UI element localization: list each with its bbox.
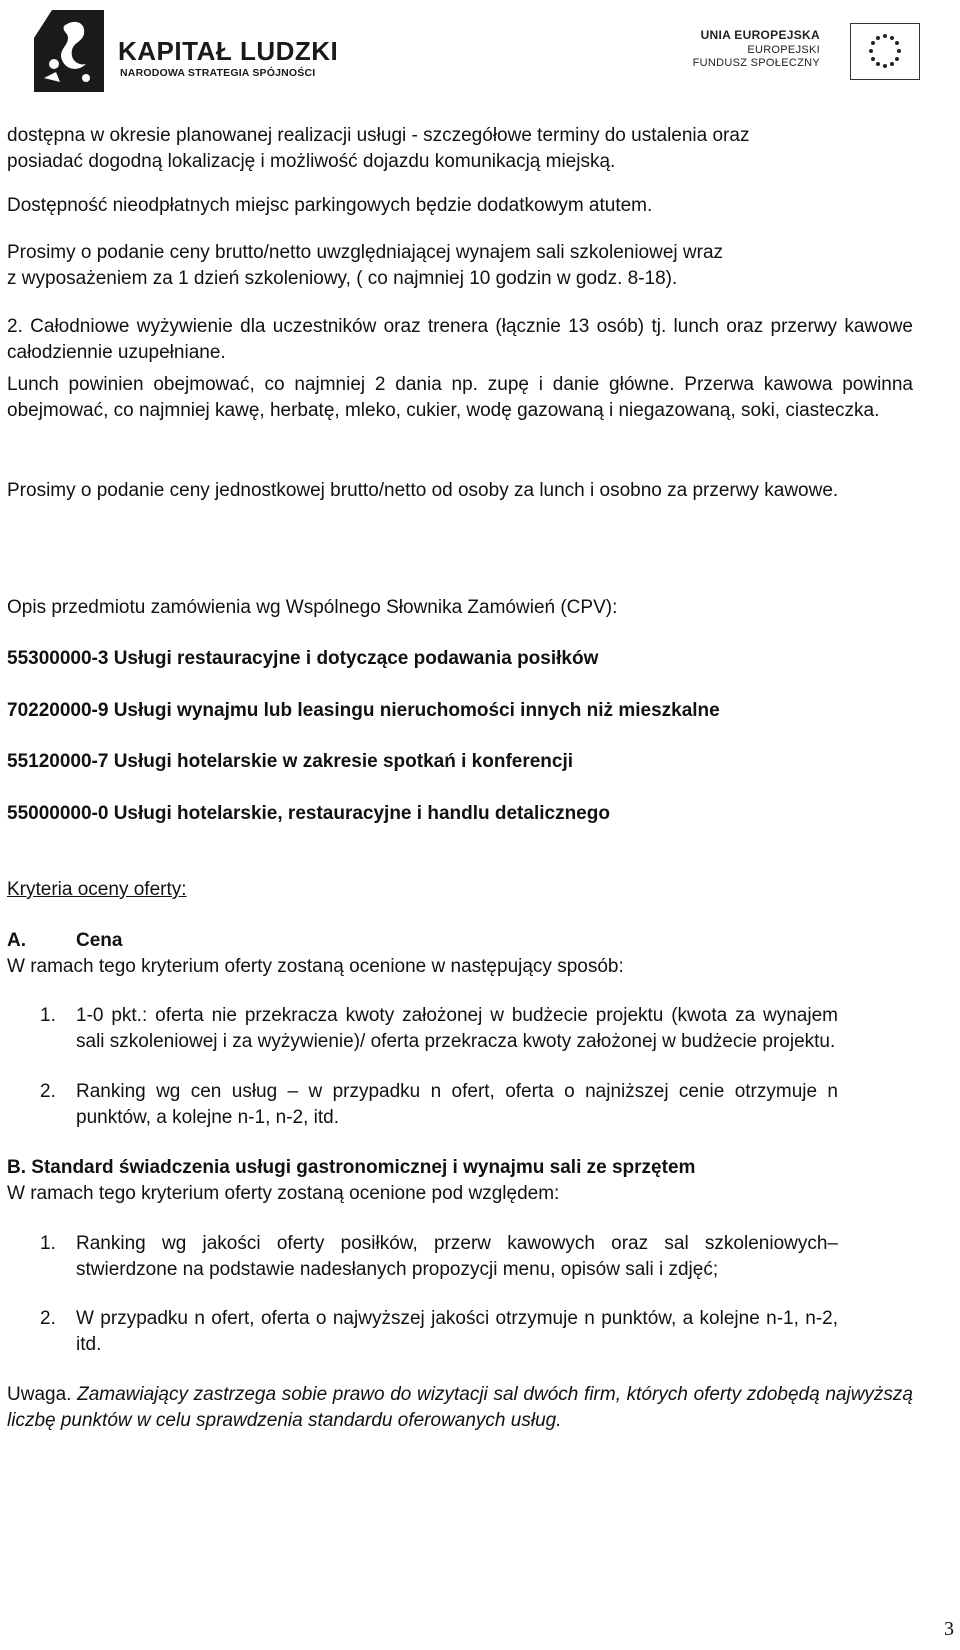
note-text: Zamawiający zastrzega sobie prawo do wizytacji sal dwóch firm, których oferty zdobędą najwyższą liczbę punktów w celu sprawdzenia standardu oferowanych usług.: [7, 1384, 913, 1431]
criterion-b-item-1-text: Ranking wg jakości oferty posiłków, przerw kawowych oraz sal szkoleniowych– stwierdzone na podstawie nadesłanych propozycji menu, opisów sali i zdjęć;: [76, 1233, 838, 1280]
criterion-b-item-1-number: 1.: [40, 1233, 56, 1254]
criterion-a-letter: A.: [7, 930, 26, 951]
kapital-ludzki-logo: [34, 4, 339, 94]
eu-logo-line2: EUROPEJSKI: [747, 44, 820, 56]
paragraph-parking: Dostępność nieodpłatnych miejsc parkingowych będzie dodatkowym atutem.: [7, 195, 653, 216]
kapital-ludzki-subtitle: NARODOWA STRATEGIA SPÓJNOŚCI: [120, 67, 316, 79]
criterion-b-item-2-text: W przypadku n ofert, oferta o najwyższej jakości otrzymuje n punktów, a kolejne n-1, n-2, itd.: [76, 1308, 838, 1355]
eu-logo-line1: UNIA EUROPEJSKA: [700, 28, 820, 42]
note-paragraph: [7, 1382, 913, 1434]
criterion-a-item-1-number: 1.: [40, 1005, 56, 1026]
eu-logo-text: [693, 28, 820, 69]
note-label: Uwaga.: [7, 1384, 72, 1405]
cpv-code-1: 55300000-3 Usługi restauracyjne i dotyczące podawania posiłków: [7, 648, 599, 669]
criterion-b-intro: W ramach tego kryterium oferty zostaną ocenione pod względem:: [7, 1183, 560, 1204]
eu-flag-icon: [850, 23, 920, 80]
paragraph-catering-price: Prosimy o podanie ceny jednostkowej brutto/netto od osoby za lunch i osobno za przerwy kawowe.: [7, 480, 839, 501]
eu-logo-line3: FUNDUSZ SPOŁECZNY: [692, 57, 820, 69]
cpv-code-3: 55120000-7 Usługi hotelarskie w zakresie spotkań i konferencji: [7, 751, 574, 772]
criterion-a-item-2-text: Ranking wg cen usług – w przypadku n ofert, oferta o najniższej cenie otrzymuje n punktów, a kolejne n-1, n-2, itd.: [76, 1081, 838, 1128]
kapital-ludzki-title: KAPITAŁ LUDZKI: [118, 36, 339, 66]
criterion-b-item-2-number: 2.: [40, 1308, 56, 1329]
criterion-b-title: B. Standard świadczenia usługi gastronomicznej i wynajmu sali ze sprzętem: [7, 1157, 696, 1178]
paragraph-lunch-block: [7, 372, 913, 424]
paragraph-room-price-line1: Prosimy o podanie ceny brutto/netto uwzględniającej wynajem sali szkoleniowej wraz: [7, 242, 724, 263]
cpv-code-2: 70220000-9 Usługi wynajmu lub leasingu nieruchomości innych niż mieszkalne: [7, 700, 720, 721]
paragraph-room-price-line2: z wyposażeniem za 1 dzień szkoleniowy, ( co najmniej 10 godzin w godz. 8-18).: [7, 268, 678, 289]
kapital-ludzki-emblem-icon: [34, 8, 104, 92]
paragraph-lunch: Lunch powinien obejmować, co najmniej 2 dania np. zupę i danie główne. Przerwa kawowa powinna obejmować, co najmniej kawę, herbatę, mleko, cukier, wodę gazowaną i niegazowaną, soki, ciasteczka.: [7, 374, 913, 421]
eu-logo: [670, 18, 920, 78]
criteria-heading: Kryteria oceny oferty:: [7, 879, 187, 900]
paragraph-availability-line1: dostępna w okresie planowanej realizacji usługi - szczegółowe terminy do ustalenia oraz: [7, 125, 750, 146]
criterion-a-intro: W ramach tego kryterium oferty zostaną ocenione w następujący sposób:: [7, 956, 624, 977]
cpv-code-4: 55000000-0 Usługi hotelarskie, restauracyjne i handlu detalicznego: [7, 803, 610, 824]
paragraph-catering: 2. Całodniowe wyżywienie dla uczestników oraz trenera (łącznie 13 osób) tj. lunch oraz przerwy kawowe całodziennie uzupełniane.: [7, 316, 913, 363]
criterion-a-item-1-text: 1-0 pkt.: oferta nie przekracza kwoty założonej w budżecie projektu (kwota za wynajem sali szkoleniowej i za wyżywienie)/ oferta przekracza kwoty założonej w budżecie projektu.: [76, 1005, 838, 1052]
paragraph-availability-line2: posiadać dogodną lokalizację i możliwość dojazdu komunikacją miejską.: [7, 151, 616, 172]
criterion-a-item-2-number: 2.: [40, 1081, 56, 1102]
page-number: 3: [944, 1618, 954, 1640]
criterion-a-title: Cena: [76, 930, 123, 951]
cpv-heading: Opis przedmiotu zamówienia wg Wspólnego Słownika Zamówień (CPV):: [7, 597, 618, 618]
